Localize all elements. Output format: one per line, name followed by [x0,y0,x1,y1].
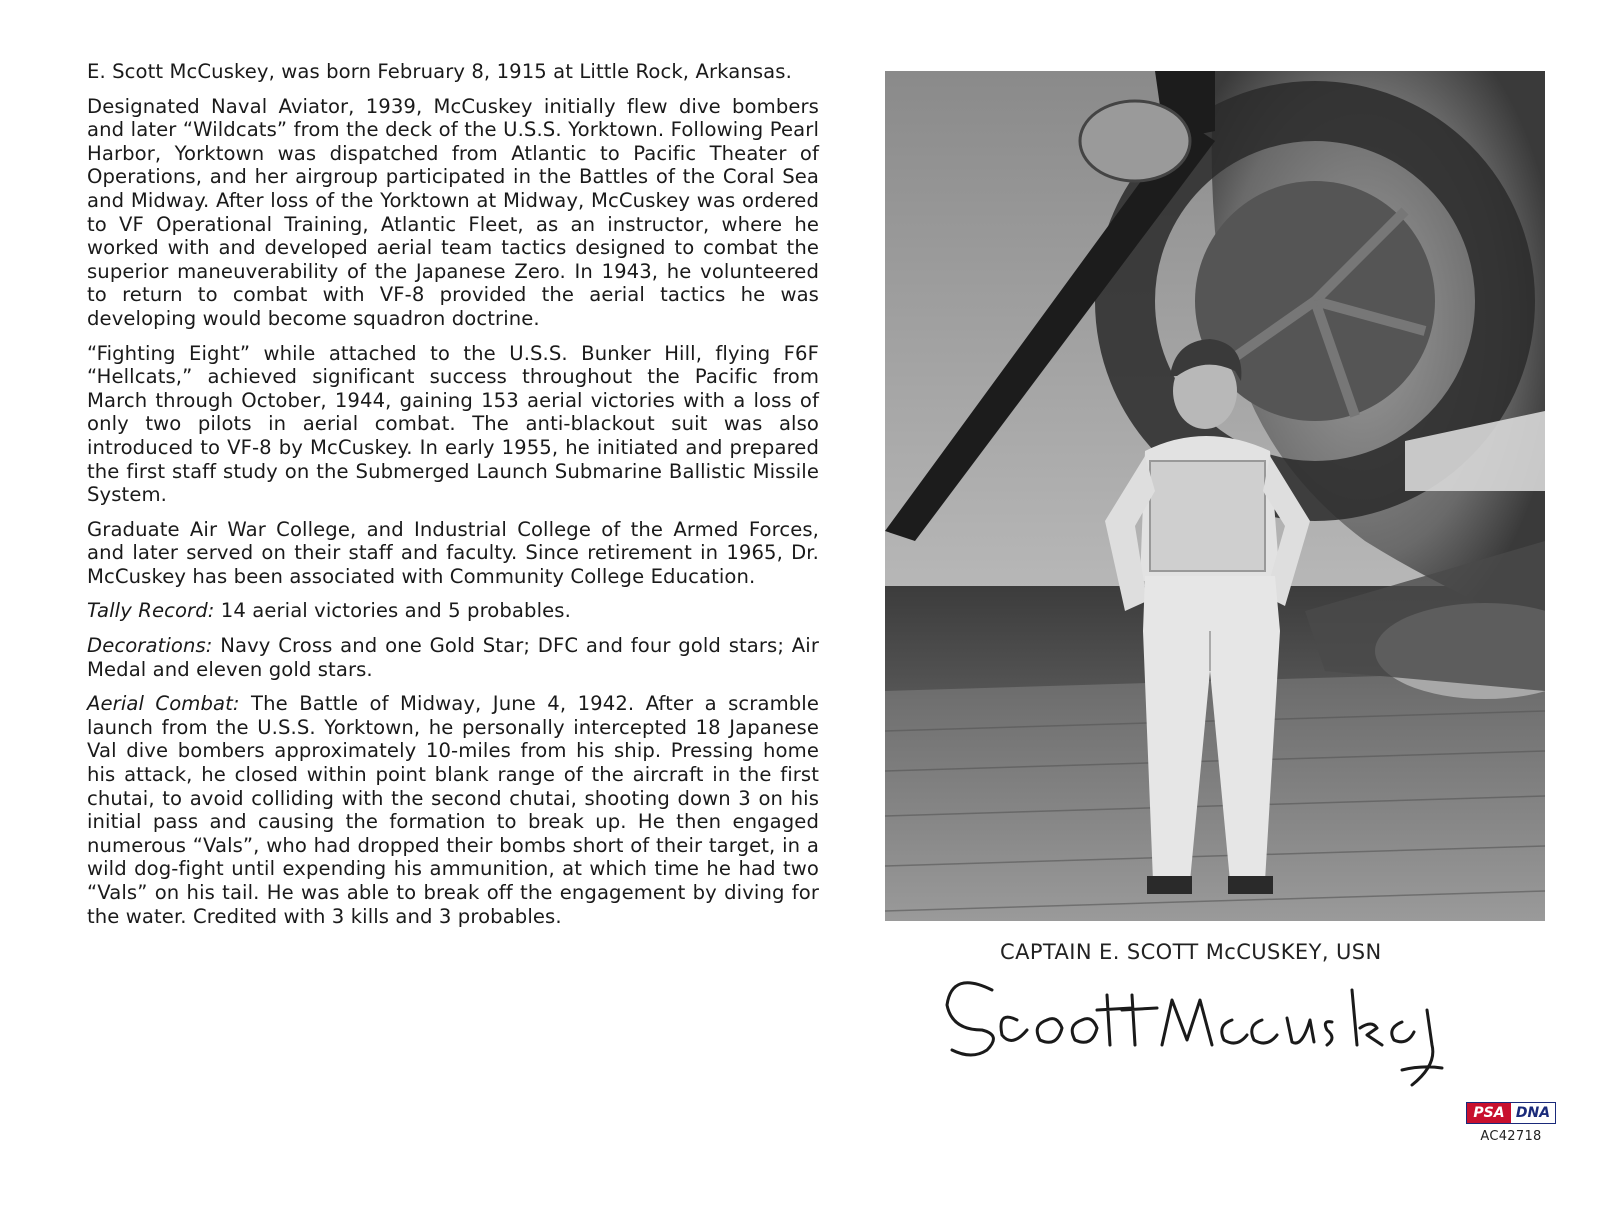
aerial-combat-label: Aerial Combat: [87,692,240,716]
decorations-text: Navy Cross and one Gold Star; DFC and four gold stars; Air Medal and eleven gold stars. [87,634,819,681]
handwritten-signature [932,950,1452,1090]
photo-illustration [885,71,1545,921]
biography-text [87,60,819,939]
certification-code: AC42718 [1480,1129,1542,1144]
bio-paragraph-fighting-eight: “Fighting Eight” while attached to the U.S.S. Bunker Hill, flying F6F “Hellcats,” achieved significant success throughout the Pacific from March through October, 1944, gaining 153 aerial victories with a loss of only two pilots in aerial combat. The anti-blackout suit was also introduced to VF-8 by McCuskey. In early 1955, he initiated and prepared the first staff study on the Submerged Launch Submarine Ballistic Missile System. [87,341,819,507]
authentication-sticker [1466,1102,1556,1144]
psa-logo-text: PSA [1467,1103,1511,1123]
aerial-combat-text: The Battle of Midway, June 4, 1942. After a scramble launch from the U.S.S. Yorktown, he personally intercepted 18 Japanese Val dive bombers approximately 10-miles from his ship. Pressing home his attack, he closed within point blank range of the aircraft in the first chutai, to avoid colliding with the second chutai, shooting down 3 on his initial pass and causing the formation to break up. He then engaged numerous “Vals”, who had dropped their bombs short of their target, in a wild dog-fight until expending his ammunition, at which time he had two “Vals” on his tail. He was able to break off the engagement by diving for the water. Credited with 3 kills and 3 probables. [87,692,819,928]
tally-record [87,599,819,623]
bio-paragraph-education: Graduate Air War College, and Industrial College of the Armed Forces, and later served on their staff and faculty. Since retirement in 1965, Dr. McCuskey has been associated with Community College Education. [87,517,819,588]
decorations [87,634,819,681]
propeller-hub [1080,101,1190,181]
tally-record-text: 14 aerial victories and 5 probables. [214,599,571,623]
portrait-photo [885,71,1545,921]
aerial-combat [87,692,819,928]
bio-paragraph-birth: E. Scott McCuskey, was born February 8, 1915 at Little Rock, Arkansas. [87,60,792,83]
tally-record-label: Tally Record: [87,599,215,623]
psa-dna-logo [1466,1102,1556,1124]
dna-logo-text: DNA [1511,1103,1555,1123]
decorations-label: Decorations: [87,634,213,658]
photo-caption: CAPTAIN E. SCOTT McCUSKEY, USN [1000,940,1382,964]
bio-paragraph-aviator: Designated Naval Aviator, 1939, McCuskey initially flew dive bombers and later “Wildcats” from the deck of the U.S.S. Yorktown. Following Pearl Harbor, Yorktown was dispatched from Atlantic to Pacific Theater of Operations, and her airgroup participated in the Battles of the Coral Sea and Midway. After loss of the Yorktown at Midway, McCuskey was ordered to VF Operational Training, Atlantic Fleet, as an instructor, where he worked with and developed aerial team tactics designed to combat the superior maneuverability of the Japanese Zero. In 1943, he volunteered to return to combat with VF-8 provided the aerial tactics he was developing would become squadron doctrine. [87,94,819,330]
